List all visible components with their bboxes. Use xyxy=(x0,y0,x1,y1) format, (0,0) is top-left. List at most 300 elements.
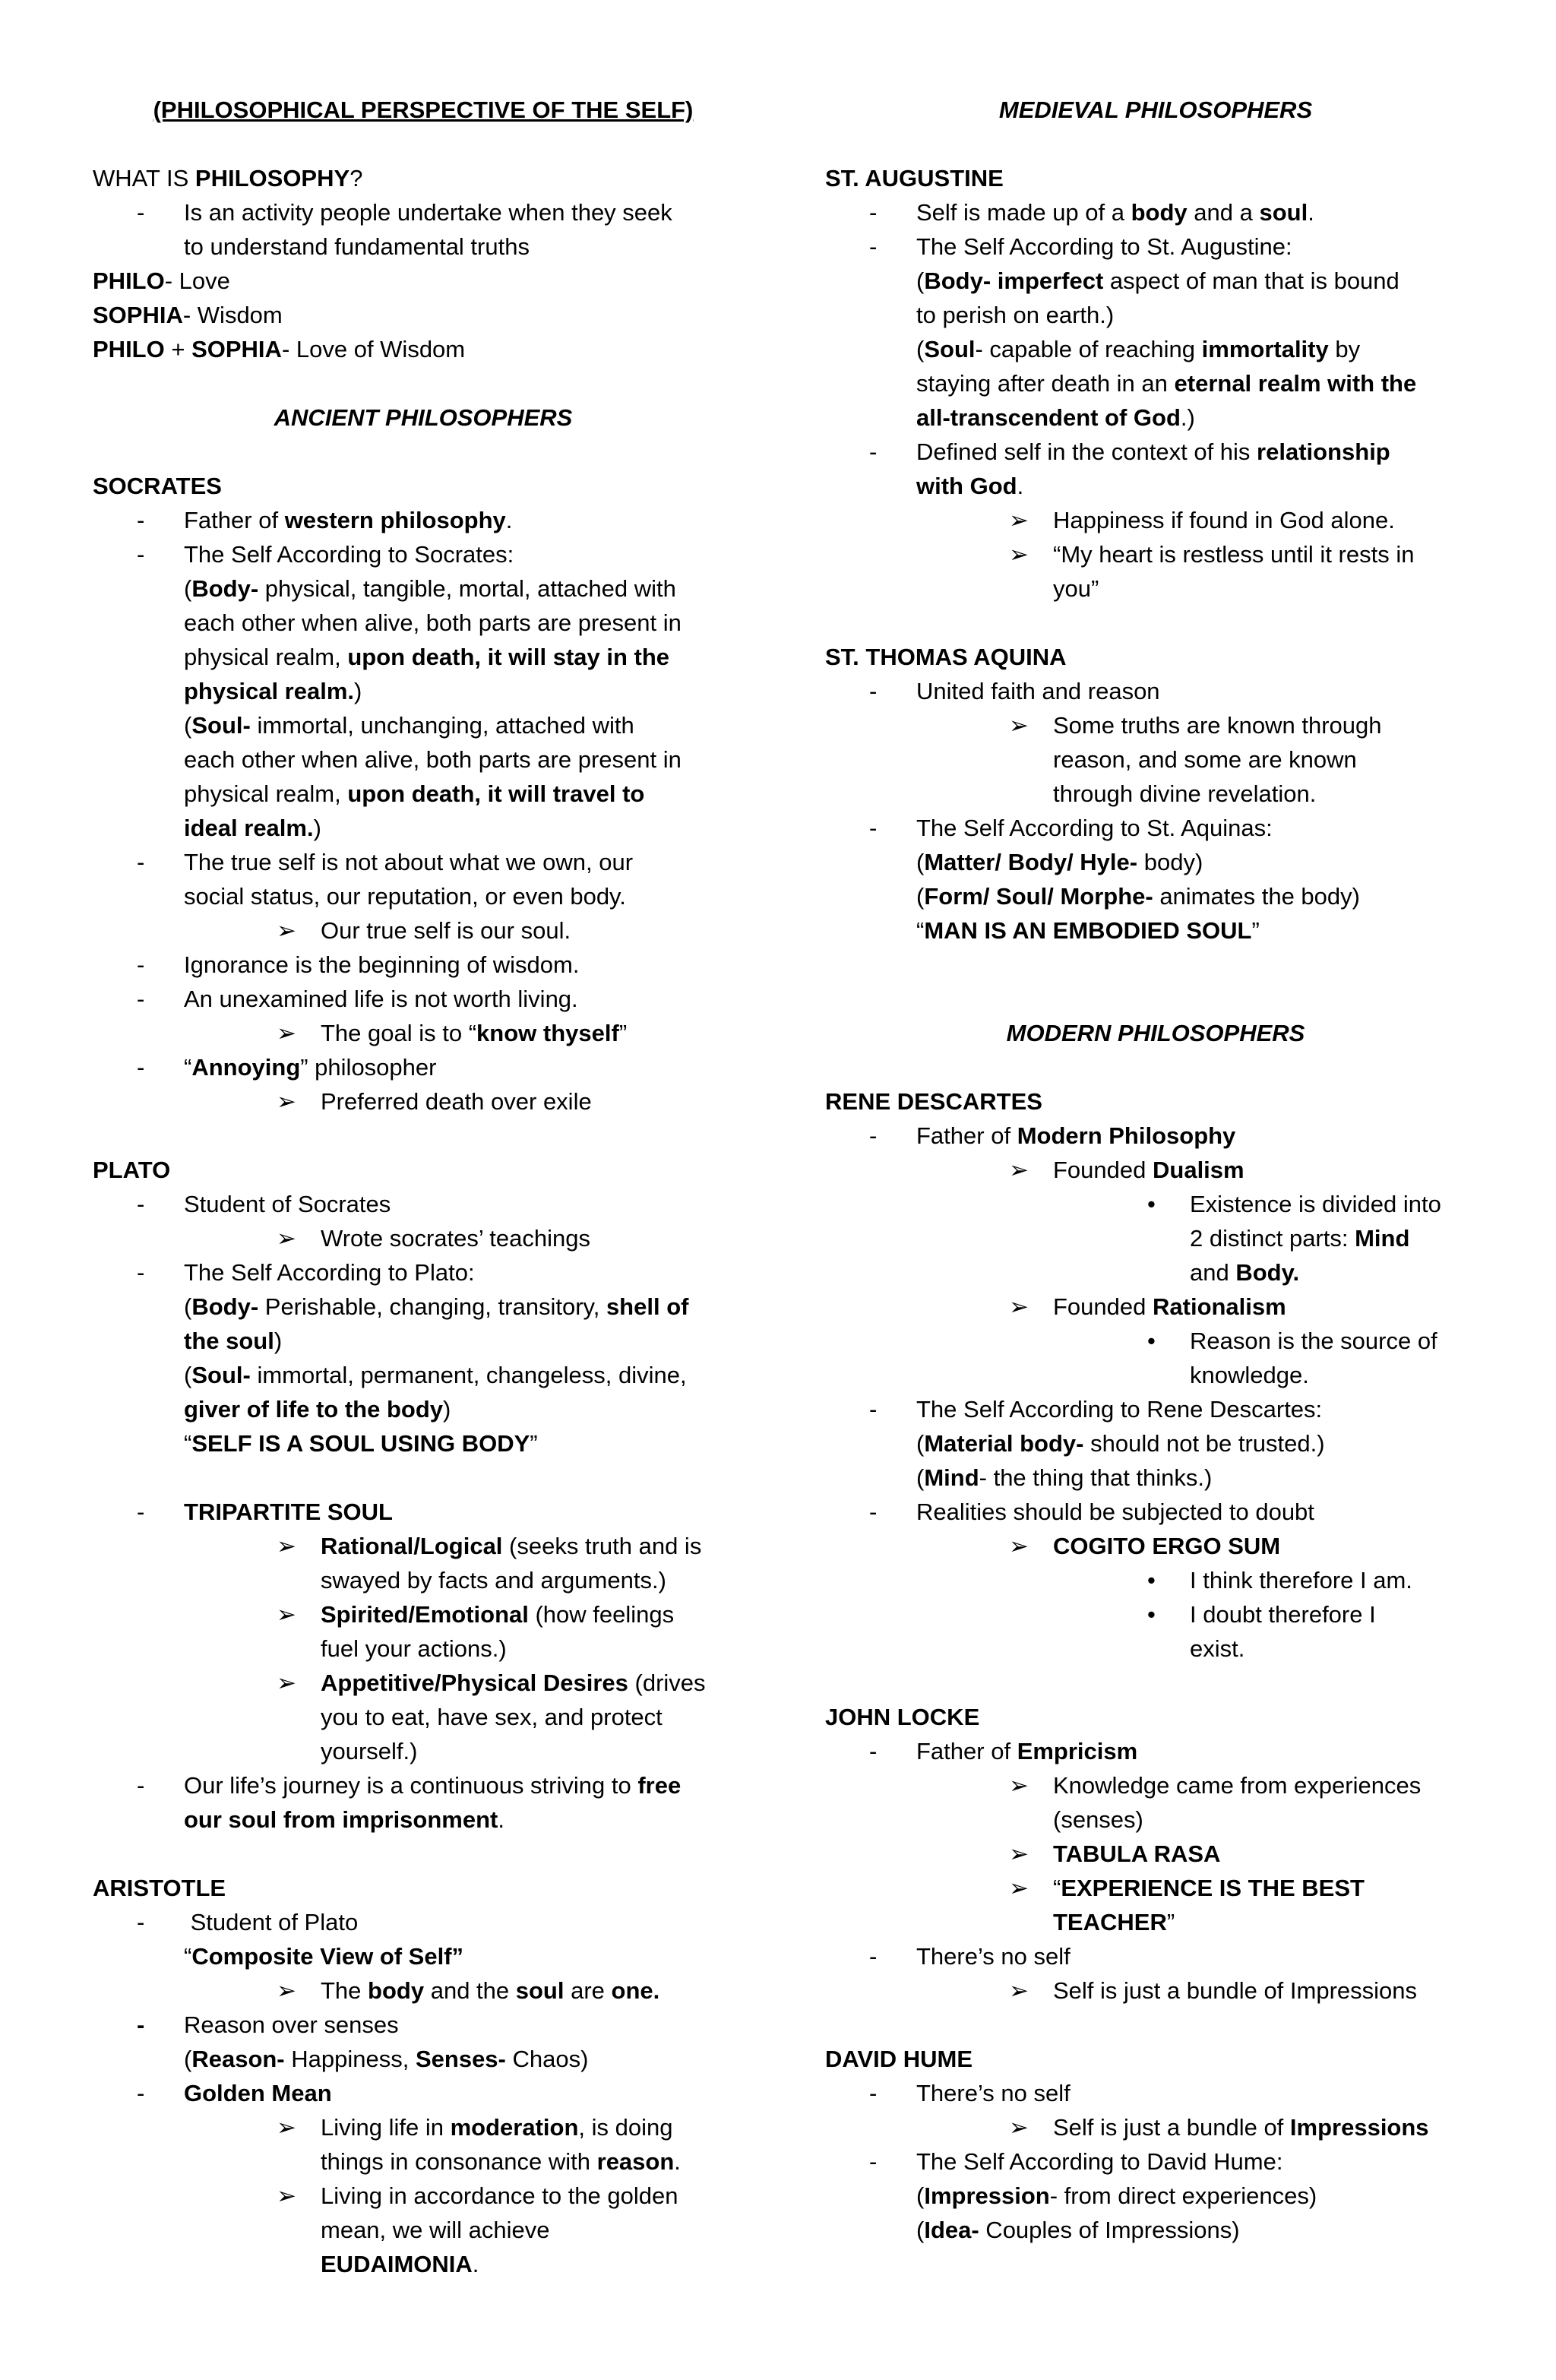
dash-list-item xyxy=(825,229,1486,264)
text-run: “My heart is restless until it rests in xyxy=(1053,541,1415,568)
arrow-list-item xyxy=(825,537,1486,571)
text-run: PHILOSOPHY xyxy=(194,165,350,191)
line-text xyxy=(1053,708,1382,742)
text-run: PHILO xyxy=(93,336,165,362)
paragraph-line xyxy=(825,640,1486,674)
text-run: TRIPARTITE SOUL xyxy=(184,1499,393,1525)
line-text xyxy=(916,400,1195,435)
paragraph-line xyxy=(825,1084,1486,1119)
bullet-continuation-line xyxy=(825,1221,1486,1255)
dash-bullet-icon: - xyxy=(869,1499,878,1525)
line-text xyxy=(321,1973,659,2008)
text-run: Our life’s journey is a continuous striving to xyxy=(184,1772,638,1799)
line-text xyxy=(825,2042,972,2076)
continuation-line xyxy=(93,229,754,264)
blank-line xyxy=(825,1666,1486,1700)
text-run: each other when alive, both parts are present in xyxy=(184,746,682,773)
dash-bullet-icon: - xyxy=(137,2011,145,2038)
dash-bullet-icon: - xyxy=(137,1772,145,1799)
text-run: Reason- xyxy=(191,2046,285,2072)
line-text xyxy=(184,1392,451,1426)
text-run: . xyxy=(674,2148,681,2175)
section-heading xyxy=(825,1016,1486,1050)
line-text xyxy=(184,1802,504,1837)
text-run: “ xyxy=(1053,1875,1061,1901)
dash-bullet-icon: - xyxy=(869,1738,878,1764)
arrow-continuation-line xyxy=(825,777,1486,811)
continuation-line xyxy=(93,2042,754,2076)
continuation-line xyxy=(93,640,754,674)
text-run: moderation xyxy=(450,2114,579,2141)
text-run: (seeks truth and is xyxy=(502,1533,702,1559)
line-text xyxy=(321,913,571,948)
text-run: MEDIEVAL PHILOSOPHERS xyxy=(998,97,1313,123)
text-run: United faith and reason xyxy=(916,678,1160,704)
text-run: PHILO xyxy=(93,267,165,294)
line-text xyxy=(321,1016,627,1050)
text-run: Empricism xyxy=(1017,1738,1138,1764)
arrow-continuation-line xyxy=(825,1905,1486,1939)
dash-bullet-icon: - xyxy=(137,1499,145,1525)
text-run: ST. THOMAS AQUINA xyxy=(825,644,1067,670)
text-run: fuel your actions.) xyxy=(321,1635,507,1662)
line-text xyxy=(1190,1324,1437,1358)
continuation-line xyxy=(825,332,1486,366)
text-run: Reason is the source of xyxy=(1190,1328,1437,1354)
text-run: Body. xyxy=(1235,1259,1300,1286)
text-run: (drives xyxy=(628,1669,706,1696)
arrow-continuation-line xyxy=(825,1802,1486,1837)
text-run: western philosophy xyxy=(284,507,506,533)
blank-line xyxy=(825,948,1486,982)
continuation-line xyxy=(93,1939,754,1973)
text-run: + xyxy=(164,336,192,362)
blank-line xyxy=(825,606,1486,640)
text-run: ) xyxy=(443,1396,451,1423)
text-run: soul xyxy=(1259,199,1308,226)
continuation-line xyxy=(825,1426,1486,1461)
text-run: - capable of reaching xyxy=(975,336,1202,362)
continuation-line xyxy=(93,811,754,845)
continuation-line xyxy=(825,298,1486,332)
text-run: TABULA RASA xyxy=(1053,1840,1221,1867)
line-text xyxy=(184,1495,393,1529)
text-run: Defined self in the context of his xyxy=(916,438,1257,465)
dash-list-item xyxy=(825,2144,1486,2179)
arrow-bullet-icon: ➢ xyxy=(1009,1533,1029,1559)
line-text xyxy=(916,469,1023,503)
line-text xyxy=(916,811,1273,845)
arrow-continuation-line xyxy=(825,742,1486,777)
text-run: animates the body) xyxy=(1153,883,1360,910)
dash-bullet-icon: - xyxy=(137,986,145,1012)
continuation-line xyxy=(93,742,754,777)
text-run: ( xyxy=(184,712,192,739)
dot-bullet-icon: • xyxy=(1147,1567,1156,1594)
text-run: Father of xyxy=(916,1738,1017,1764)
arrow-list-item xyxy=(93,1016,754,1050)
line-text xyxy=(321,1700,663,1734)
text-run: Soul xyxy=(924,336,976,362)
text-run: ) xyxy=(274,1328,283,1354)
continuation-line xyxy=(825,469,1486,503)
text-run: ( xyxy=(916,849,925,875)
text-run: . xyxy=(1017,473,1024,499)
line-text xyxy=(1053,1529,1280,1563)
text-run: shell of xyxy=(606,1293,689,1320)
text-run: Modern Philosophy xyxy=(1017,1122,1236,1149)
dash-bullet-icon: - xyxy=(137,541,145,568)
text-run: Realities should be subjected to doubt xyxy=(916,1499,1314,1525)
line-text xyxy=(1190,1632,1244,1666)
text-run: SOPHIA xyxy=(93,302,183,328)
section-heading xyxy=(93,93,754,127)
text-run: There’s no self xyxy=(916,2080,1071,2106)
blank-line xyxy=(825,982,1486,1016)
text-run: The Self According to Rene Descartes: xyxy=(916,1396,1323,1423)
text-run: ( xyxy=(916,883,925,910)
continuation-line xyxy=(93,1290,754,1324)
line-text xyxy=(321,2247,479,2281)
text-run: RENE DESCARTES xyxy=(825,1088,1042,1115)
dash-bullet-icon: - xyxy=(869,678,878,704)
text-run: social status, our reputation, or even body. xyxy=(184,883,626,910)
text-run: ANCIENT PHILOSOPHERS xyxy=(274,404,573,431)
paragraph-line xyxy=(93,264,754,298)
text-run: ( xyxy=(916,2217,925,2243)
text-run: Appetitive/Physical Desires xyxy=(321,1669,628,1696)
text-run: “ xyxy=(916,917,925,944)
text-run: ( xyxy=(184,575,192,602)
text-run: Matter/ Body/ Hyle- xyxy=(924,849,1138,875)
line-text xyxy=(184,571,676,606)
line-text xyxy=(184,1324,282,1358)
line-text xyxy=(1190,1563,1412,1597)
continuation-line xyxy=(825,366,1486,400)
text-run: ideal realm. xyxy=(184,815,314,841)
dash-bullet-icon: - xyxy=(137,1909,145,1935)
text-run: Rationalism xyxy=(1153,1293,1286,1320)
text-run: ( xyxy=(184,1293,192,1320)
text-run: - Love of Wisdom xyxy=(281,336,466,362)
line-text xyxy=(1190,1221,1409,1255)
arrow-bullet-icon: ➢ xyxy=(1009,1977,1029,2004)
arrow-continuation-line xyxy=(93,1632,754,1666)
text-run: The Self According to St. Augustine: xyxy=(916,233,1292,260)
dash-bullet-icon: - xyxy=(869,1396,878,1423)
dash-list-item xyxy=(825,811,1486,845)
line-text xyxy=(825,640,1066,674)
line-text xyxy=(184,811,321,845)
dash-bullet-icon: - xyxy=(869,1943,878,1970)
blank-line xyxy=(93,1461,754,1495)
text-run: ( xyxy=(916,1430,925,1457)
text-run: ) xyxy=(313,815,321,841)
text-run: soul xyxy=(515,1977,565,2004)
arrow-list-item xyxy=(93,913,754,948)
text-run: SOPHIA xyxy=(191,336,282,362)
blank-line xyxy=(93,1119,754,1153)
text-run: JOHN LOCKE xyxy=(825,1704,980,1730)
line-text xyxy=(916,298,1114,332)
line-text xyxy=(321,1632,507,1666)
line-text xyxy=(916,845,1203,879)
line-text xyxy=(916,1939,1071,1973)
paragraph-line xyxy=(93,1153,754,1187)
arrow-bullet-icon: ➢ xyxy=(277,1088,296,1115)
text-run: Soul- xyxy=(191,712,251,739)
continuation-line xyxy=(93,708,754,742)
line-text xyxy=(321,2110,672,2144)
text-run: . xyxy=(498,1806,504,1833)
line-text xyxy=(93,469,222,503)
dash-bullet-icon: - xyxy=(869,815,878,841)
text-run: Annoying xyxy=(191,1054,301,1081)
text-run: and xyxy=(1190,1259,1236,1286)
line-text xyxy=(184,606,682,640)
line-text xyxy=(321,1734,417,1768)
dash-list-item xyxy=(825,435,1486,469)
text-run: “ xyxy=(184,1943,192,1970)
arrow-list-item xyxy=(825,1871,1486,1905)
line-text xyxy=(916,674,1160,708)
text-run: There’s no self xyxy=(916,1943,1071,1970)
continuation-line xyxy=(93,674,754,708)
arrow-list-item xyxy=(825,1973,1486,2008)
text-run: body xyxy=(1131,199,1188,226)
line-text xyxy=(1053,571,1099,606)
text-run: EXPERIENCE IS THE BEST xyxy=(1061,1875,1365,1901)
line-text xyxy=(916,366,1416,400)
line-text xyxy=(1053,777,1316,811)
bullet-list-item xyxy=(825,1324,1486,1358)
dash-list-item xyxy=(825,2076,1486,2110)
dash-list-item xyxy=(93,1905,754,1939)
line-text xyxy=(184,1426,538,1461)
line-text xyxy=(1190,1187,1441,1221)
text-run: The Self According to David Hume: xyxy=(916,2148,1283,2175)
arrow-list-item xyxy=(825,1837,1486,1871)
arrow-bullet-icon: ➢ xyxy=(1009,541,1029,568)
line-text xyxy=(184,879,626,913)
line-text xyxy=(93,1871,226,1905)
continuation-line xyxy=(825,879,1486,913)
text-run: - from direct experiences) xyxy=(1049,2182,1317,2209)
section-heading xyxy=(825,93,1486,127)
arrow-list-item xyxy=(825,503,1486,537)
text-run: Preferred death over exile xyxy=(321,1088,592,1115)
text-run: ( xyxy=(916,267,925,294)
text-run: body xyxy=(368,1977,425,2004)
dash-list-item xyxy=(93,2076,754,2110)
line-text xyxy=(1053,503,1395,537)
text-run: physical, tangible, mortal, attached with xyxy=(258,575,676,602)
continuation-line xyxy=(93,1324,754,1358)
dash-list-item xyxy=(825,195,1486,229)
text-run: Happiness, xyxy=(284,2046,416,2072)
line-text xyxy=(321,1666,706,1700)
text-run: - Wisdom xyxy=(182,302,283,328)
dash-list-item xyxy=(93,537,754,571)
text-run: ” xyxy=(530,1430,538,1457)
text-run: giver of life to the body xyxy=(184,1396,444,1423)
line-text xyxy=(93,264,230,298)
text-run: ST. AUGUSTINE xyxy=(825,165,1004,191)
paragraph-line xyxy=(93,1871,754,1905)
text-run: Soul- xyxy=(191,1362,251,1388)
text-run: Reason over senses xyxy=(184,2011,399,2038)
text-run: through divine revelation. xyxy=(1053,780,1317,807)
line-text xyxy=(184,537,514,571)
line-text xyxy=(916,2144,1282,2179)
arrow-list-item xyxy=(825,1768,1486,1802)
line-text xyxy=(321,2179,678,2213)
text-run: things in consonance with xyxy=(321,2148,597,2175)
text-run: Perishable, changing, transitory, xyxy=(258,1293,606,1320)
text-run: Mind xyxy=(1355,1225,1410,1252)
dash-bullet-icon: - xyxy=(869,438,878,465)
text-run: WHAT IS xyxy=(93,165,195,191)
text-run: all-transcendent of God xyxy=(916,404,1181,431)
section-heading xyxy=(93,400,754,435)
line-text xyxy=(916,913,1260,948)
bullet-list-item xyxy=(825,1563,1486,1597)
text-run: COGITO ERGO SUM xyxy=(1053,1533,1281,1559)
text-run: Self is just a bundle of Impressions xyxy=(1053,1977,1418,2004)
text-run: The xyxy=(321,1977,368,2004)
dash-bullet-icon: - xyxy=(869,1122,878,1149)
text-run: Self is made up of a xyxy=(916,199,1131,226)
arrow-list-item xyxy=(825,2110,1486,2144)
text-run: upon death, it will stay in the xyxy=(347,644,670,670)
line-text xyxy=(93,400,754,435)
text-run: The Self According to Plato: xyxy=(184,1259,475,1286)
arrow-bullet-icon: ➢ xyxy=(277,917,296,944)
text-run: Self is just a bundle of xyxy=(1053,2114,1290,2141)
line-text xyxy=(184,2042,588,2076)
line-text xyxy=(184,982,578,1016)
line-text xyxy=(916,879,1360,913)
text-run: to perish on earth.) xyxy=(916,302,1115,328)
text-run: eternal realm with the xyxy=(1174,370,1417,397)
text-run: physical realm. xyxy=(184,678,355,704)
text-run: exist. xyxy=(1190,1635,1245,1662)
line-text xyxy=(184,1050,436,1084)
line-text xyxy=(321,1529,701,1563)
arrow-list-item xyxy=(93,1221,754,1255)
dash-bullet-icon: - xyxy=(137,1054,145,1081)
text-run: immortality xyxy=(1201,336,1329,362)
blank-line xyxy=(93,366,754,400)
text-run: I doubt therefore I xyxy=(1190,1601,1376,1628)
text-run: knowledge. xyxy=(1190,1362,1309,1388)
text-run: ” xyxy=(1251,917,1260,944)
text-run: DAVID HUME xyxy=(825,2046,973,2072)
arrow-bullet-icon: ➢ xyxy=(277,1601,296,1628)
line-text xyxy=(1053,1153,1244,1187)
text-run: the soul xyxy=(184,1328,274,1354)
blank-line xyxy=(825,127,1486,161)
line-text xyxy=(916,435,1390,469)
arrow-bullet-icon: ➢ xyxy=(277,1533,296,1559)
dot-bullet-icon: • xyxy=(1147,1328,1156,1354)
continuation-line xyxy=(825,913,1486,948)
line-text xyxy=(916,1119,1235,1153)
continuation-line xyxy=(93,606,754,640)
dash-list-item xyxy=(93,948,754,982)
arrow-list-item xyxy=(825,708,1486,742)
text-run: with God xyxy=(916,473,1017,499)
text-run: (PHILOSOPHICAL PERSPECTIVE OF THE SELF) xyxy=(153,97,694,123)
line-text xyxy=(916,1461,1212,1495)
arrow-bullet-icon: ➢ xyxy=(1009,1293,1029,1320)
text-run: reason xyxy=(596,2148,675,2175)
text-run: ” xyxy=(1166,1909,1175,1935)
text-run: by xyxy=(1328,336,1361,362)
dash-list-item xyxy=(825,674,1486,708)
line-text xyxy=(825,93,1486,127)
arrow-list-item xyxy=(825,1153,1486,1187)
arrow-list-item xyxy=(93,2179,754,2213)
text-run: Student of Plato xyxy=(184,1909,359,1935)
line-text xyxy=(1053,1905,1175,1939)
text-run: . xyxy=(1308,199,1314,226)
text-run: ( xyxy=(184,2046,192,2072)
text-run: free xyxy=(637,1772,682,1799)
arrow-bullet-icon: ➢ xyxy=(277,1977,296,2004)
text-run: (how feelings xyxy=(528,1601,675,1628)
bullet-continuation-line xyxy=(825,1255,1486,1290)
arrow-continuation-line xyxy=(93,1734,754,1768)
text-run: TEACHER xyxy=(1053,1909,1167,1935)
line-text xyxy=(1053,1837,1220,1871)
line-text xyxy=(93,1153,170,1187)
text-run: aspect of man that is bound xyxy=(1103,267,1399,294)
text-run: upon death, it will travel to xyxy=(347,780,645,807)
text-run: physical realm, xyxy=(184,780,348,807)
line-text xyxy=(184,195,672,229)
line-text xyxy=(93,332,465,366)
dash-list-item xyxy=(825,1119,1486,1153)
text-run: “ xyxy=(184,1054,192,1081)
text-run: physical realm, xyxy=(184,644,348,670)
text-run: - Love xyxy=(164,267,230,294)
arrow-bullet-icon: ➢ xyxy=(1009,2114,1029,2141)
line-text xyxy=(184,777,644,811)
text-run: Founded xyxy=(1053,1157,1153,1183)
arrow-list-item xyxy=(93,1084,754,1119)
arrow-continuation-line xyxy=(825,571,1486,606)
continuation-line xyxy=(825,400,1486,435)
paragraph-line xyxy=(93,469,754,503)
line-text xyxy=(321,1597,674,1632)
text-run: yourself.) xyxy=(321,1738,418,1764)
text-run: MAN IS AN EMBODIED SOUL xyxy=(924,917,1252,944)
arrow-list-item xyxy=(825,1529,1486,1563)
text-run: Composite View of Self” xyxy=(191,1943,464,1970)
dash-bullet-icon: - xyxy=(137,199,145,226)
text-run: ? xyxy=(349,165,363,191)
text-run: Student of Socrates xyxy=(184,1191,391,1217)
dash-list-item xyxy=(93,1187,754,1221)
text-run: Chaos) xyxy=(505,2046,589,2072)
arrow-list-item xyxy=(93,2110,754,2144)
arrow-bullet-icon: ➢ xyxy=(1009,507,1029,533)
text-run: Form/ Soul/ Morphe- xyxy=(924,883,1153,910)
text-run: Impressions xyxy=(1289,2114,1429,2141)
text-run: - the thing that thinks.) xyxy=(979,1464,1213,1491)
line-text xyxy=(1053,1973,1417,2008)
